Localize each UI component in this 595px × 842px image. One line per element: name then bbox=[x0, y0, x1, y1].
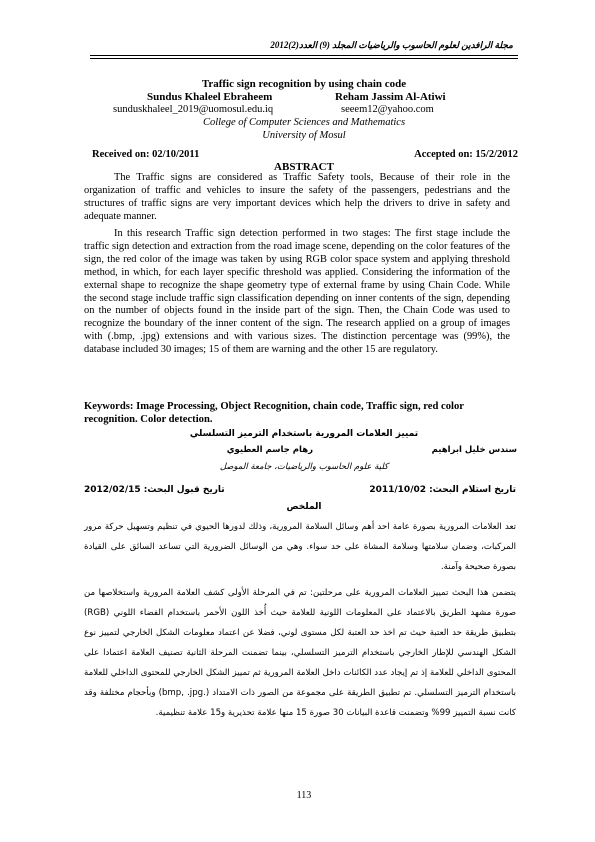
arabic-received-date: تاريخ استلام البحث: 2011/10/02 bbox=[369, 485, 516, 495]
arabic-abstract-paragraph-1: تعد العلامات المرورية بصورة عامة احد أهم وسائل السلامة المرورية، وذلك لدورها الحيوي في تنظيم وتسهيل حركة مرور المركبات، وضمان سلامتها وسلامة المشاة على حد سواء. وهي من الوسائل الضرورية التي تساعد السائق على القيادة بصورة صحيحة وآمنة. bbox=[84, 522, 516, 572]
abstract-paragraph-1 bbox=[84, 172, 510, 224]
page-number: 113 bbox=[296, 790, 312, 801]
arabic-institution: كلية علوم الحاسوب والرياضيات، جامعة الموصل bbox=[219, 462, 389, 472]
arabic-abstract-paragraph-2: يتضمن هذا البحث تمييز العلامات المرورية على مرحلتين: تم في المرحلة الأولى كشف العلامة المرورية واستخلاصها من صورة مشهد الطريق بالاعتماد على المعلومات اللونية للعلامة حيث أُخذ اللون الأحمر باستخدام الفضاء اللوني (RGB) بتطبيق طريقة حد العتبة حيث تم اخذ حد العتبة لكل مستوى لوني، فضلا عن اعتماد معلومات الشكل الخارجي لتمييز نوع الشكل الهندسي للإطار الخارجي باستخدام الترميز التسلسلي، بينما تضمنت المرحلة الثانية تصنيف العلامة اعتمادا على المحتوى الداخلي للعلامة إذ تم إيجاد عدد الكائنات داخل العلامة المرورية ثم تمييز الشكل الخارجي للمحتوى الداخلي للعلامة باستخدام الترميز التسلسلي. تم تطبيق الطريقة على مجموعة من الصور ذات الامتداد (.bmp, .jpg) وبأحجام مختلفة وقد كانت نسبة التمييز 99% وتضمنت قاعدة البيانات 30 صورة 15 منها علامة تحذيرية و15 علامة تنظيمية. bbox=[84, 588, 517, 718]
arabic-author-1: سندس خليل ابراهيم bbox=[431, 445, 517, 455]
header-rule bbox=[90, 55, 518, 56]
college: College of Computer Sciences and Mathematics bbox=[202, 117, 406, 128]
arabic-author-2: رهام جاسم العطيوي bbox=[226, 445, 313, 455]
submission-dates bbox=[92, 149, 518, 160]
paper-title: Traffic sign recognition by using chain code bbox=[201, 78, 407, 90]
arabic-title: تمييز العلامات المرورية باستخدام الترميز التسلسلي bbox=[189, 429, 419, 439]
abstract-heading: ABSTRACT bbox=[274, 161, 334, 173]
header-rule-thin bbox=[90, 58, 518, 59]
arabic-abstract-heading: الملخص bbox=[286, 502, 322, 512]
abstract-p1-text: The Traffic signs are considered as Traffic Safety tools, Because of their role in the organization of traffic and vehicles to insure the safety of the passengers, pedestrians and the structures of traffic signs are very important devices which help the drivers to drive in safety and adequate manner. bbox=[84, 172, 510, 222]
abstract-paragraph-2 bbox=[84, 228, 510, 357]
journal-header: مجلة الرافدين لعلوم الحاسوب والرياضيات المجلد (9) العدد(2)2012 bbox=[270, 40, 513, 50]
abstract-p2-text: In this research Traffic sign detection performed in two stages: The first stage include the traffic sign detection and extraction from the road image scene, depending on the color features of the sign, the red color of the image was taken by using RGB color space system and applying threshold method, in which, for each layer specific threshold was applied. Considering the information of the external shape to recognize the shape geometry type of external frame by using Chain Code. While the second stage include traffic sign classification depending on inner contents of the sign, depending on the number of objects found in the inside part of the sign. Then, the Chain Code was used to recognize the boundary of the inner content of the sign. The research applied on a group of images with (.bmp, .jpg) extensions and with various sizes. The distinction percentage was (99%), the database included 30 images; 15 of them are warning and the other 15 are regulatory. bbox=[84, 228, 510, 356]
arabic-accepted-date: تاريخ قبول البحث: 2012/02/15 bbox=[84, 485, 225, 495]
keywords: Keywords: Image Processing, Object Recognition, chain code, Traffic sign, red color recognition. Color detection. bbox=[84, 401, 464, 425]
author-2-name: Reham Jassim Al-Atiwi bbox=[335, 91, 446, 103]
author-2-email[interactable]: seeem12@yahoo.com bbox=[341, 104, 434, 115]
author-1-email[interactable]: sunduskhaleel_2019@uomosul.edu.iq bbox=[113, 104, 274, 115]
received-date: Received on: 02/10/2011 bbox=[92, 149, 200, 160]
author-1-name: Sundus Khaleel Ebraheem bbox=[147, 91, 273, 103]
accepted-date: Accepted on: 15/2/2012 bbox=[414, 149, 518, 160]
university: University of Mosul bbox=[262, 130, 346, 141]
